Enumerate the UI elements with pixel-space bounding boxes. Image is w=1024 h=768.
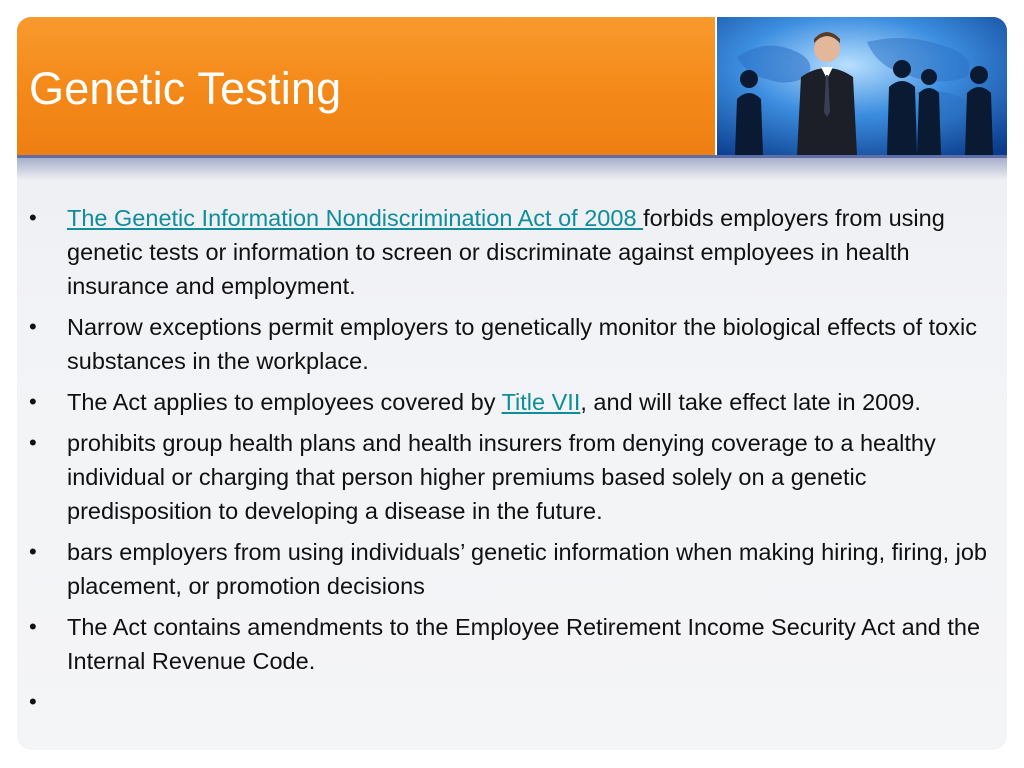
slide	[17, 17, 1007, 750]
bullet-text: forbids employers from using genetic tests or information to screen or discriminate against employees in health insurance and employment.	[67, 205, 945, 299]
bullet-item	[27, 201, 1002, 303]
business-people-image	[717, 17, 1007, 155]
bullet-marker: •	[29, 614, 37, 639]
bullet-text: Narrow exceptions permit employers to genetically monitor the biological effects of toxic substances in the workplace.	[67, 314, 977, 374]
bullet-text: The Act contains amendments to the Employee Retirement Income Security Act and the Internal Revenue Code.	[67, 614, 981, 674]
bullet-item	[27, 610, 1002, 678]
gina-link[interactable]: The Genetic Information Nondiscrimination Act of 2008	[67, 205, 644, 231]
bullet-item	[27, 310, 1002, 378]
bullet-item	[27, 385, 1002, 419]
bullet-marker: •	[29, 389, 37, 414]
bullet-marker: •	[29, 430, 37, 455]
slide-title: Genetic Testing	[29, 63, 342, 114]
bullet-marker: •	[29, 314, 37, 339]
bullet-marker: •	[29, 539, 37, 564]
bullet-item	[27, 426, 1002, 528]
bullet-text: , and will take effect late in 2009.	[580, 389, 921, 415]
bullet-text: prohibits group health plans and health insurers from denying coverage to a healthy individual or charging that person higher premiums based solely on a genetic predisposition to developing a disease in the future.	[67, 430, 936, 524]
bullet-list	[27, 201, 1002, 714]
title-vii-link[interactable]: Title VII	[501, 389, 581, 415]
bullet-text: bars employers from using individuals’ genetic information when making hiring, firing, job placement, or promotion decisions	[67, 539, 987, 599]
bullet-item	[27, 535, 1002, 603]
header-photo	[715, 17, 1007, 155]
header-shadow	[17, 158, 1007, 180]
bullet-marker: •	[29, 205, 37, 230]
bullet-marker: •	[29, 689, 37, 714]
bullet-text: The Act applies to employees covered by	[67, 389, 502, 415]
